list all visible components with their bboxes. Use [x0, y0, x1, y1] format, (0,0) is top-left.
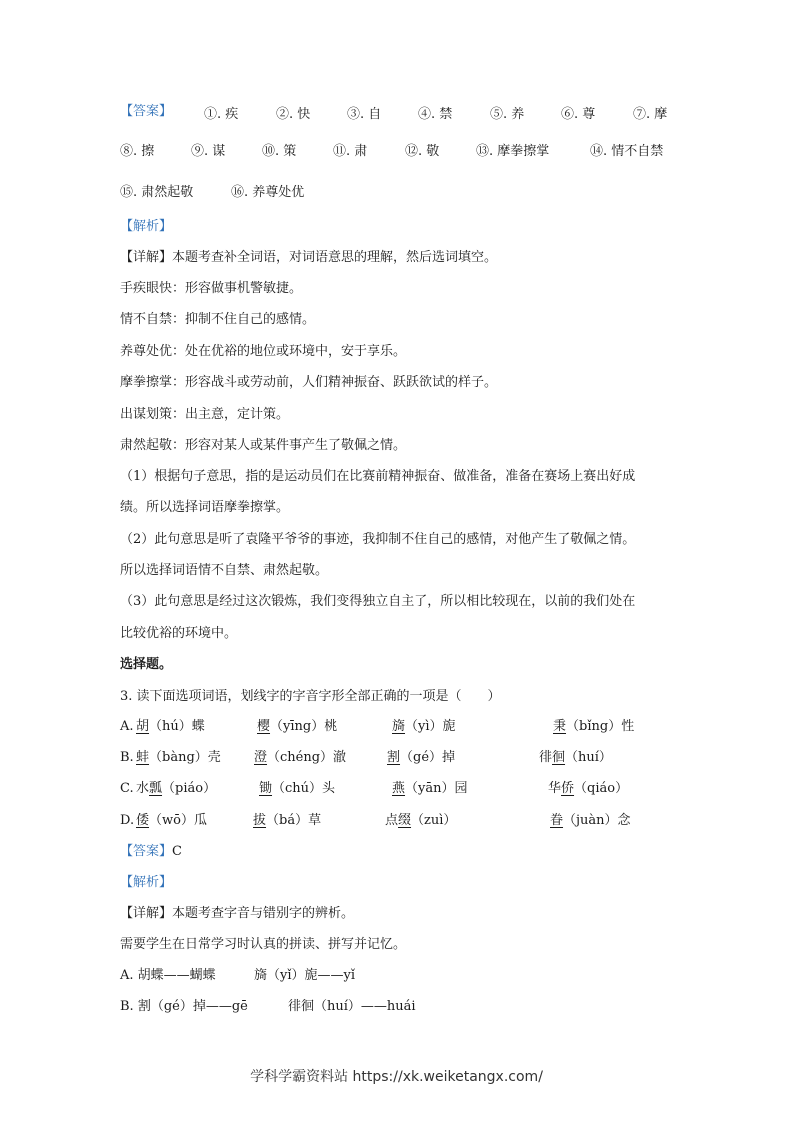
pinyin-and-rest: （yān）园 [405, 781, 468, 796]
analysis-line: 摩拳擦掌：形容战斗或劳动前，人们精神振奋、跃跃欲试的样子。 [120, 375, 498, 390]
pinyin-and-rest: （chú）头 [272, 781, 336, 796]
answer-item: ③. 自 [347, 107, 382, 122]
answer-item: ⑨. 谋 [191, 144, 226, 159]
pinyin-and-rest: （huí） [565, 750, 612, 765]
underlined-char: 倭 [136, 813, 150, 828]
option-letter: C. [120, 781, 134, 796]
pinyin-and-rest: （qiáo） [574, 781, 629, 796]
answer-2-label: 【答案】 [120, 844, 173, 859]
pinyin-and-rest: （wō）瓜 [149, 813, 207, 828]
analysis-2-line-a-part-1: A. 胡蝶——蝴蝶 [120, 968, 216, 983]
option-word [257, 718, 337, 736]
underlined-char: 拔 [253, 813, 267, 828]
question-stem: 3. 读下面选项词语，划线字的字音字形全部正确的一项是（ ） [120, 689, 501, 704]
answer-item: ②. 快 [276, 107, 311, 122]
pinyin-and-rest: （yīng）桃 [270, 719, 338, 734]
pinyin-and-rest: （bá）草 [266, 813, 322, 828]
underlined-char: 徊 [552, 750, 566, 765]
pinyin-and-rest: （yì）旎 [405, 719, 456, 734]
option-word [392, 780, 467, 798]
answer-item: ⑧. 擦 [120, 144, 155, 159]
underlined-char: 侨 [561, 781, 575, 796]
underlined-char: 锄 [259, 781, 273, 796]
analysis-line: 绩。所以选择词语摩拳擦掌。 [120, 500, 290, 515]
pinyin-and-rest: （juàn）念 [563, 813, 631, 828]
analysis-2-label: 【解析】 [120, 875, 173, 890]
underlined-char: 眷 [550, 813, 564, 828]
analysis-label: 【解析】 [120, 219, 173, 234]
underlined-char: 割 [387, 750, 401, 765]
footer-watermark: 学科学霸资料站 https://xk.weiketangx.com/ [250, 1069, 543, 1085]
analysis-2-line-b-part-1: B. 割（gé）掉——gē [120, 999, 248, 1014]
analysis-line: 情不自禁：抑制不住自己的感情。 [120, 312, 316, 327]
option-word [254, 749, 346, 767]
option-word [553, 718, 634, 736]
answer-item: ④. 禁 [418, 107, 453, 122]
answer-item: ⑪. 肃 [333, 144, 368, 159]
analysis-line: 比较优裕的环境中。 [120, 626, 238, 641]
answer-item: ⑤. 养 [490, 107, 525, 122]
word-prefix: 水 [136, 781, 150, 796]
option-word [385, 812, 456, 830]
underlined-char: 缀 [398, 813, 412, 828]
answer-2 [120, 843, 182, 861]
pinyin-and-rest: （piáo） [162, 781, 217, 796]
pinyin-and-rest: （zuì） [411, 813, 457, 828]
pinyin-and-rest: （chéng）澈 [267, 750, 347, 765]
answer-item: ⑮. 肃然起敬 [120, 185, 194, 200]
analysis-line: （2）此句意思是听了袁隆平爷爷的事迹，我抑制不住自己的感情，对他产生了敬佩之情。 [120, 532, 636, 547]
answer-item: ⑭. 情不自禁 [590, 144, 664, 159]
option-letter: B. [120, 750, 134, 765]
underlined-char: 燕 [392, 781, 406, 796]
analysis-line: 出谋划策：出主意，定计策。 [120, 407, 290, 422]
analysis-line: （1）根据句子意思，指的是运动员们在比赛前精神振奋、做准备，准备在赛场上赛出好成 [120, 469, 636, 484]
pinyin-and-rest: （hú）蝶 [149, 719, 205, 734]
option-letter: D. [120, 813, 135, 828]
word-prefix: 徘 [539, 750, 553, 765]
answer-item: ⑬. 摩拳擦掌 [476, 144, 550, 159]
analysis-2-line: 需要学生在日常学习时认真的拼读、拼写并记忆。 [120, 937, 407, 952]
answer-item: ⑦. 摩 [633, 107, 668, 122]
option-word [136, 749, 221, 767]
answer-label: 【答案】 [120, 104, 173, 119]
answer-item: ⑩. 策 [262, 144, 297, 159]
analysis-2-line: 【详解】本题考查字音与错别字的辨析。 [120, 906, 355, 921]
analysis-2-line-a-part-2: 旖（yǐ）旎——yǐ [254, 968, 356, 983]
underlined-char: 瓢 [149, 781, 163, 796]
answer-2-value: C [172, 844, 182, 859]
option-word [539, 749, 612, 767]
underlined-char: 澄 [254, 750, 268, 765]
option-word [259, 780, 335, 798]
section-title: 选择题。 [120, 657, 173, 672]
underlined-char: 秉 [553, 719, 567, 734]
underlined-char: 樱 [257, 719, 271, 734]
pinyin-and-rest: （bǐng）性 [566, 719, 635, 734]
word-prefix: 华 [548, 781, 562, 796]
option-word [392, 718, 456, 736]
word-prefix: 点 [385, 813, 399, 828]
answer-item: ⑯. 养尊处优 [231, 185, 305, 200]
answer-item: ⑫. 敬 [405, 144, 440, 159]
option-word [548, 780, 628, 798]
option-word [253, 812, 321, 830]
underlined-char: 胡 [136, 719, 150, 734]
underlined-char: 蚌 [136, 750, 150, 765]
answer-item: ⑥. 尊 [561, 107, 596, 122]
analysis-line: 肃然起敬：形容对某人或某件事产生了敬佩之情。 [120, 438, 407, 453]
analysis-line: （3）此句意思是经过这次锻炼，我们变得独立自主了，所以相比较现在，以前的我们处在 [120, 594, 636, 609]
option-word [136, 718, 205, 736]
answer-item: ①. 疾 [204, 107, 239, 122]
pinyin-and-rest: （bàng）壳 [149, 750, 221, 765]
option-word [136, 812, 207, 830]
underlined-char: 旖 [392, 719, 406, 734]
analysis-line: 【详解】本题考查补全词语，对词语意思的理解，然后选词填空。 [120, 250, 498, 265]
analysis-line: 手疾眼快：形容做事机警敏捷。 [120, 281, 303, 296]
option-word [550, 812, 631, 830]
analysis-2-line-b-part-2: 徘徊（huí）——huái [288, 999, 416, 1014]
analysis-line: 养尊处优：处在优裕的地位或环境中，安于享乐。 [120, 344, 407, 359]
analysis-line: 所以选择词语情不自禁、肃然起敬。 [120, 563, 329, 578]
option-word [136, 780, 216, 798]
option-word [387, 749, 455, 767]
option-letter: A. [120, 719, 134, 734]
pinyin-and-rest: （gé）掉 [400, 750, 456, 765]
